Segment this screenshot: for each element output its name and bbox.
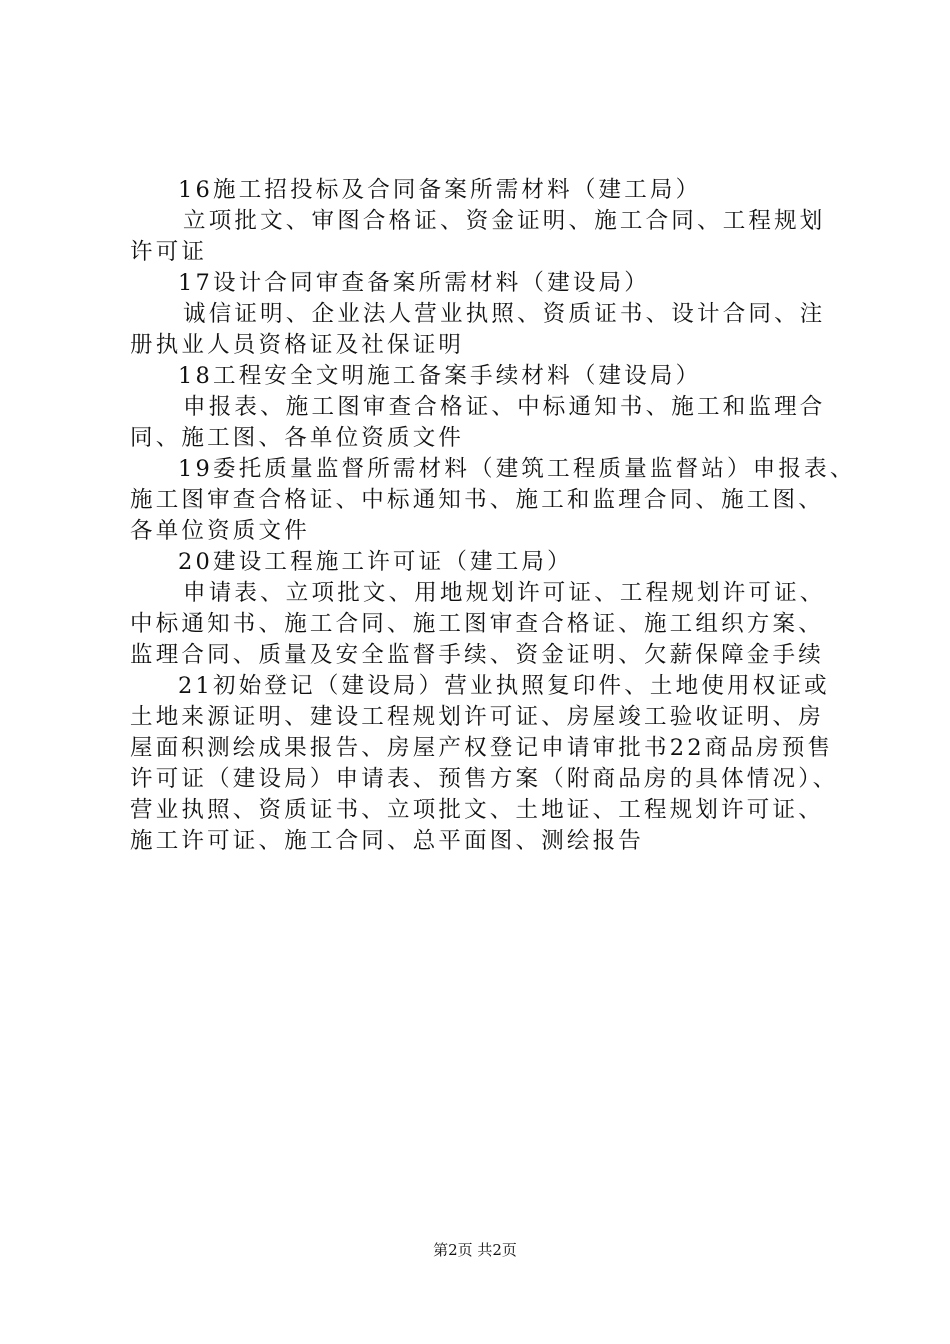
text-line: 许可证（建设局）申请表、预售方案（附商品房的具体情况）、 (130, 766, 839, 792)
text-line: 立项批文、审图合格证、资金证明、施工合同、工程规划 (183, 208, 826, 234)
text-line: 19委托质量监督所需材料（建筑工程质量监督站）申报表、 (178, 456, 856, 482)
text-line: 许可证 (130, 239, 208, 265)
text-line: 册执业人员资格证及社保证明 (130, 332, 465, 358)
text-line: 诚信证明、企业法人营业执照、资质证书、设计合同、注 (183, 301, 826, 327)
text-line: 监理合同、质量及安全监督手续、资金证明、欠薪保障金手续 (130, 642, 824, 668)
page-number: 第2页 共2页 (433, 1241, 517, 1259)
text-line: 申请表、立项批文、用地规划许可证、工程规划许可证、 (183, 580, 826, 606)
text-line: 中标通知书、施工合同、施工图审查合格证、施工组织方案、 (130, 611, 824, 637)
text-line: 16施工招投标及合同备案所需材料（建工局） (178, 177, 702, 203)
text-line: 各单位资质文件 (130, 518, 310, 544)
text-line: 18工程安全文明施工备案手续材料（建设局） (178, 363, 702, 389)
text-line: 20建设工程施工许可证（建工局） (178, 549, 573, 575)
text-line: 同、施工图、各单位资质文件 (130, 425, 465, 451)
text-line: 土地来源证明、建设工程规划许可证、房屋竣工验收证明、房 (130, 704, 824, 730)
text-line: 施工许可证、施工合同、总平面图、测绘报告 (130, 828, 645, 854)
text-line: 21初始登记（建设局）营业执照复印件、土地使用权证或 (178, 673, 830, 699)
text-line: 施工图审查合格证、中标通知书、施工和监理合同、施工图、 (130, 487, 824, 513)
text-line: 营业执照、资质证书、立项批文、土地证、工程规划许可证、 (130, 797, 824, 823)
text-line: 屋面积测绘成果报告、房屋产权登记申请审批书22商品房预售 (130, 735, 834, 761)
text-line: 申报表、施工图审查合格证、中标通知书、施工和监理合 (183, 394, 826, 420)
text-line: 17设计合同审查备案所需材料（建设局） (178, 270, 650, 296)
